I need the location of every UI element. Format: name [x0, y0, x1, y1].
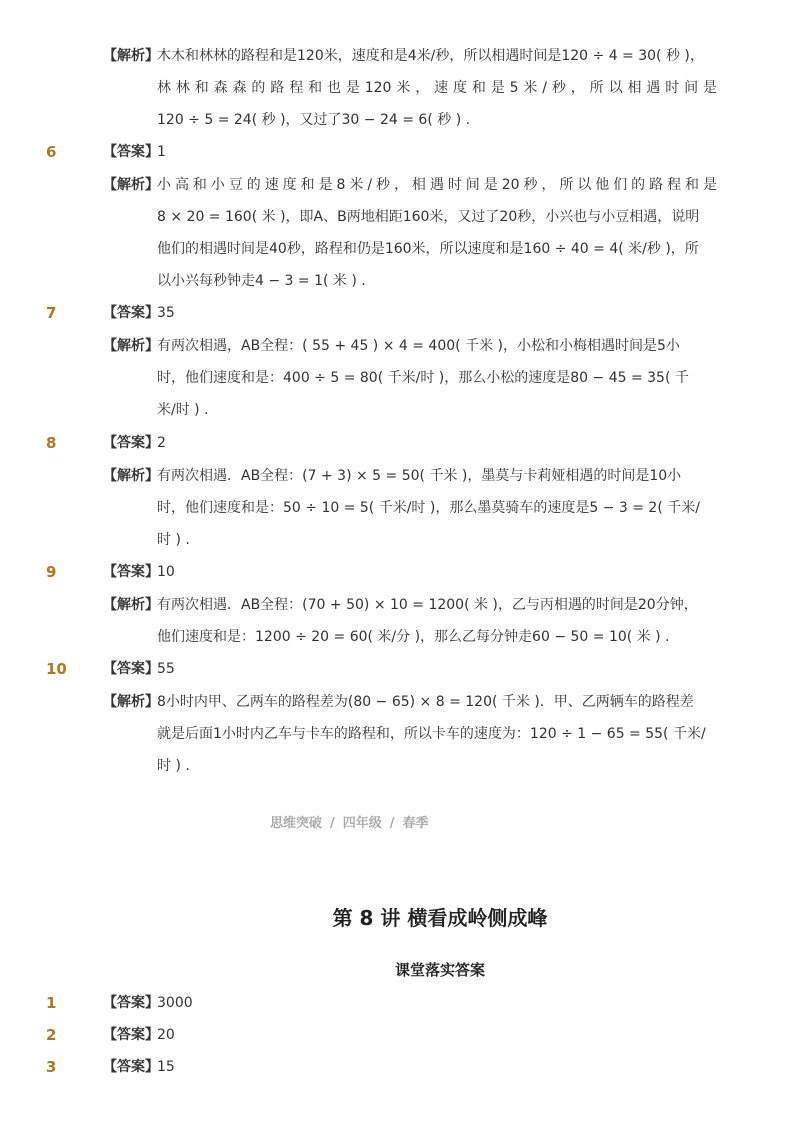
solution-line: 时，他们速度和是：400 ÷ 5 = 80( 千米/时 )，那么小松的速度是80 − 45 = 35( 千 — [157, 370, 689, 386]
answer-value: 55 — [157, 661, 175, 677]
answer-label: 【答案】 — [103, 661, 159, 677]
footer-series: 思维突破 — [270, 816, 323, 831]
question-number: 2 — [46, 1026, 57, 1044]
solution-text — [157, 169, 717, 297]
solution-text — [157, 40, 717, 136]
answer-value: 1 — [157, 144, 166, 160]
solution-line: 8 × 20 = 160( 米 )，即A、B两地相距160米，又过了20秒，小兴也与小豆相遇，说明 — [157, 209, 700, 225]
solution-line: 米/时 ) . — [157, 402, 209, 418]
solution-label: 【解析】 — [103, 468, 159, 484]
solution-line: 就是后面1小时内乙车与卡车的路程和，所以卡车的速度为：120 ÷ 1 − 65 = 55( 千米/ — [157, 726, 706, 742]
answer-value: 35 — [157, 305, 175, 321]
solution-line: 8小时内甲、乙两车的路程差为(80 − 65) × 8 = 120( 千米 )．甲、乙两辆车的路程差 — [157, 694, 694, 710]
solution-line: 以小兴每秒钟走4 − 3 = 1( 米 ) . — [157, 273, 366, 289]
solution-label: 【解析】 — [103, 694, 159, 710]
solution-label: 【解析】 — [103, 597, 159, 613]
solution-line: 时 ) . — [157, 532, 190, 548]
chapter-title: 第 8 讲 横看成岭侧成峰 — [332, 906, 548, 930]
footer-grade: 四年级 — [342, 816, 382, 831]
solution-line: 小高和小豆的速度和是8米/秒，相遇时间是20秒，所以他们的路程和是 — [157, 177, 717, 193]
answer-value: 20 — [157, 1027, 175, 1043]
question-number: 6 — [46, 143, 57, 161]
solution-line: 木木和林林的路程和是120米，速度和是4米/秒，所以相遇时间是120 ÷ 4 = 30( 秒 )， — [157, 48, 704, 64]
answer-label: 【答案】 — [103, 1059, 159, 1075]
solution-line: 时，他们速度和是：50 ÷ 10 = 5( 千米/时 )，那么墨莫骑车的速度是5 − 3 = 2( 千米/ — [157, 500, 700, 516]
answer-value: 10 — [157, 564, 175, 580]
page-footer — [270, 814, 429, 834]
question-number: 10 — [46, 660, 67, 678]
solution-label: 【解析】 — [103, 48, 159, 64]
solution-line: 有两次相遇，AB全程：( 55 + 45 ) × 4 = 400( 千米 )，小松和小梅相遇时间是5小 — [157, 338, 680, 354]
solution-label: 【解析】 — [103, 177, 159, 193]
solution-line: 时 ) . — [157, 758, 190, 774]
footer-term: 春季 — [402, 816, 429, 831]
footer-separator: / — [330, 816, 335, 831]
solution-text — [157, 589, 717, 653]
answer-value: 3000 — [157, 995, 193, 1011]
solution-line: 有两次相遇．AB全程：(7 + 3) × 5 = 50( 千米 )，墨莫与卡莉娅相遇的时间是10小 — [157, 468, 682, 484]
answer-value: 2 — [157, 435, 166, 451]
answer-label: 【答案】 — [103, 305, 159, 321]
section-subtitle: 课堂落实答案 — [394, 961, 485, 979]
answer-label: 【答案】 — [103, 564, 159, 580]
question-number: 9 — [46, 563, 57, 581]
answer-label: 【答案】 — [103, 435, 159, 451]
footer-separator: / — [389, 816, 395, 831]
solution-text — [157, 686, 717, 782]
question-number: 1 — [46, 994, 57, 1012]
solution-line: 林林和森森的路程和也是120米，速度和是5米/秒，所以相遇时间是 — [157, 80, 717, 96]
question-number: 7 — [46, 304, 57, 322]
answer-value: 15 — [157, 1059, 175, 1075]
solution-line: 他们的相遇时间是40秒，路程和仍是160米，所以速度和是160 ÷ 40 = 4( 米/秒 )，所 — [157, 241, 699, 257]
answer-label: 【答案】 — [103, 1027, 159, 1043]
solution-text — [157, 330, 717, 426]
solution-line: 120 ÷ 5 = 24( 秒 )，又过了30 − 24 = 6( 秒 ) . — [157, 112, 471, 128]
solution-text — [157, 460, 717, 556]
solution-label: 【解析】 — [103, 338, 159, 354]
solution-line: 他们速度和是：1200 ÷ 20 = 60( 米/分 )，那么乙每分钟走60 − 50 = 10( 米 ) . — [157, 629, 670, 645]
answer-label: 【答案】 — [103, 144, 159, 160]
question-number: 8 — [46, 434, 57, 452]
answer-label: 【答案】 — [103, 995, 159, 1011]
solution-line: 有两次相遇．AB全程：(70 + 50) × 10 = 1200( 米 )，乙与丙相遇的时间是20分钟， — [157, 597, 698, 613]
question-number: 3 — [46, 1058, 57, 1076]
